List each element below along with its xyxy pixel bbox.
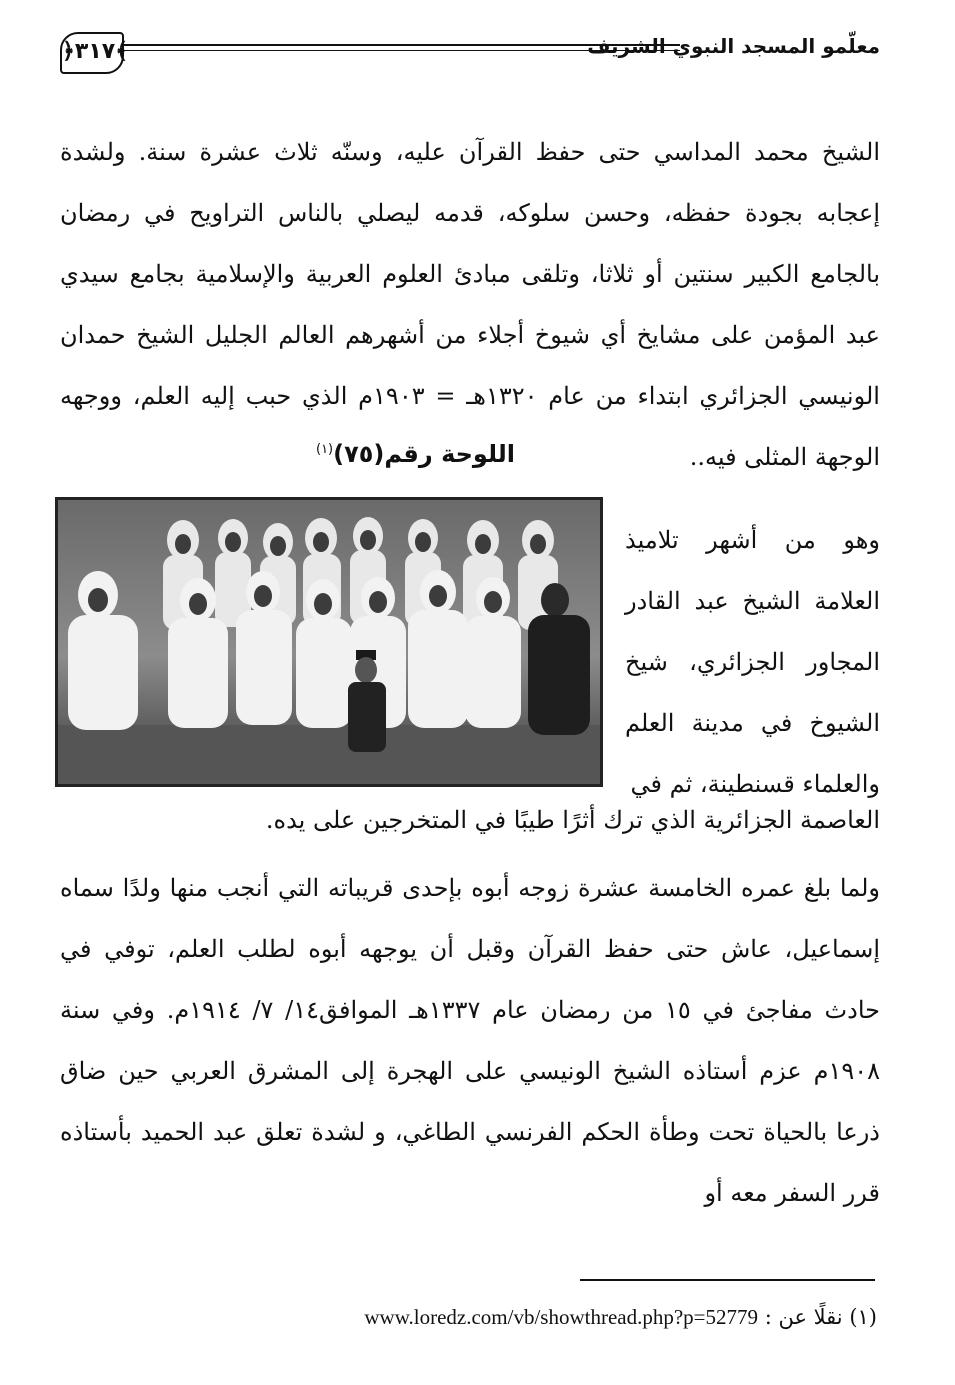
plate-caption-text: اللوحة رقم(٧٥) <box>333 440 515 468</box>
page-header <box>60 32 880 76</box>
footnote-separator <box>580 1279 875 1281</box>
paragraph-2-tail: العاصمة الجزائرية الذي ترك أثرًا طيبًا في المتخرجين على يده. <box>265 806 880 834</box>
page-number: ﴿٣١٧﴾ <box>60 32 124 74</box>
running-title: معلّمو المسجد النبوي الشريف <box>587 34 880 58</box>
footnote-label: (١) نقلًا عن : <box>764 1305 877 1329</box>
plate-caption <box>316 440 515 468</box>
paragraph-3: ولما بلغ عمره الخامسة عشرة زوجه أبوه بإحدى قريباته التي أنجب منها ولدًا سماه إسماعيل، عاش حتى حفظ القرآن وقبل أن يوجهه أبوه لطلب العلم، توفي في حادث مفاجئ في ١٥ من رمضان عام ١٣٣٧هـ الموافق١٤/ ٧/ ١٩١٤م. وفي سنة ١٩٠٨م عزم أستاذه الشيخ الونيسي على الهجرة إلى المشرق العربي حين ضاق ذرعا بالحياة تحت وطأة الحكم الفرنسي الطاغي، و لشدة تعلق عبد الحميد بأستاذه قرر السفر معه أو <box>60 874 880 1207</box>
footnote <box>364 1305 877 1330</box>
footnote-url[interactable]: www.loredz.com/vb/showthread.php?p=52779 <box>364 1305 759 1329</box>
paragraph-2-side: وهو من أشهر تلاميذ العلامة الشيخ عبد القادر المجاور الجزائري، شيخ الشيوخ في مدينة العلم والعلماء قسنطينة، ثم في <box>625 526 880 798</box>
paragraph-1: الشيخ محمد المداسي حتى حفظ القرآن عليه، وسنّه ثلاث عشرة سنة. ولشدة إعجابه بجودة حفظه، وحسن سلوكه، قدمه ليصلي بالناس التراويح في رمضان بالجامع الكبير سنتين أو ثلاثا، وتلقى مبادئ العلوم العربية والإسلامية بجامع سيدي عبد المؤمن على مشايخ أي شيوخ أجلاء من أشهرهم العالم الجليل الشيخ حمدان الونيسي الجزائري ابتداء من عام ١٣٢٠هـ = ١٩٠٣م الذي حبب إليه العلم، ووجهه الوجهة المثلى فيه.. <box>60 138 881 471</box>
footnote-reference: (١) <box>315 442 334 457</box>
group-photo <box>55 497 603 787</box>
